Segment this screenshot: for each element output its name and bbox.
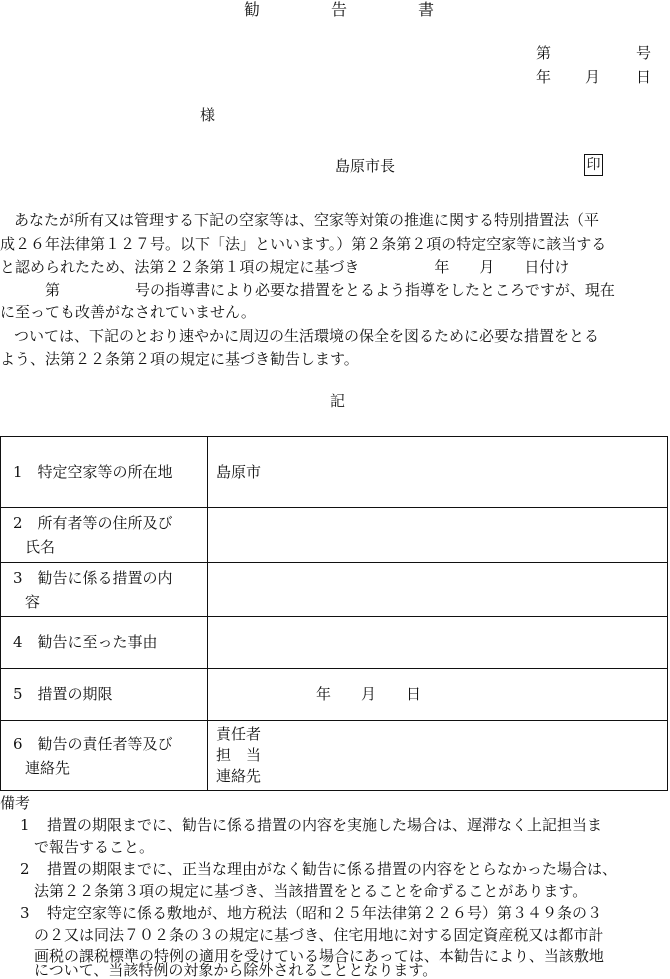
body-line-1: あなたが所有又は管理する下記の空家等は、空家等対策の推進に関する特別措置法（平 (14, 211, 600, 229)
table-label-cell (1, 721, 208, 791)
table-row (1, 617, 668, 669)
body-line-6: ついては、下記のとおり速やかに周辺の生活環境の保全を図るために必要な措置をとる (14, 327, 600, 345)
date-month-label: 月 (585, 68, 601, 86)
body-line-5: に至っても改善がなされていません。 (0, 303, 256, 321)
date-year-label: 年 (536, 68, 552, 86)
contact-info: 連絡先 (216, 767, 262, 785)
row-value: 島原市 (216, 462, 262, 481)
remarks-item-line: で報告すること。 (34, 838, 155, 856)
title-char-3: 書 (417, 0, 434, 19)
seal-box (584, 154, 603, 176)
body-line-7: よう、法第２２条第２項の規定に基づき勧告します。 (0, 350, 359, 368)
remarks-item-line: 画税の課税標準の特例の適用を受けている場合にあっては、本勧告により、当該敷地 (34, 947, 604, 965)
table-row (1, 669, 668, 721)
remarks-item-line: 措置の期限までに、正当な理由がなく勧告に係る措置の内容をとらなかった場合は、 (47, 860, 618, 878)
title-char-1: 勧 (244, 0, 261, 19)
row-label: 1 特定空家等の所在地 (13, 462, 173, 481)
remarks-item-line: の２又は同法７０２条の３の規定に基づき、住宅用地に対する固定資産税又は都市計 (34, 926, 604, 944)
contact-staff: 担 当 (216, 746, 262, 764)
table-value-cell (208, 721, 668, 791)
row-label-cont: 氏名 (25, 538, 56, 556)
date-day-label: 日 (636, 68, 652, 86)
table-value-cell (208, 617, 668, 669)
body-line-3: と認められたため、法第２２条第１項の規定に基づき 年 月 日付け (0, 258, 570, 276)
row-label: 6 勧告の責任者等及び (13, 734, 173, 753)
seal-mark: 印 (586, 157, 601, 173)
remarks-item-number: 2 (20, 860, 30, 878)
table-row (1, 563, 668, 617)
issuer-name: 島原市長 (335, 157, 396, 175)
body-line-4: 第 号の指導書により必要な措置をとるよう指導をしたところですが、現在 (0, 281, 615, 299)
table-row (1, 508, 668, 563)
row-label-cont: 容 (25, 592, 41, 611)
table-label-cell (1, 669, 208, 721)
remarks-heading: 備考 (0, 794, 31, 812)
table-value-cell (208, 563, 668, 617)
table-value-cell (208, 508, 668, 563)
detail-table (0, 436, 668, 791)
table-value-cell (208, 669, 668, 721)
remarks-item-number: 3 (20, 904, 30, 922)
remarks-item-line: 特定空家等に係る敷地が、地方税法（昭和２５年法律第２２６号）第３４９条の３ (47, 904, 603, 922)
row-label-cont: 連絡先 (25, 758, 71, 777)
table-row (1, 721, 668, 791)
row-label: 3 勧告に係る措置の内 (13, 568, 173, 587)
table-label-cell (1, 617, 208, 669)
row-label: 4 勧告に至った事由 (13, 633, 158, 651)
body-line-2: 成２６年法律第１２７号。以下「法」といいます。）第２条第２項の特定空家等に該当する (0, 235, 607, 253)
table-label-cell (1, 563, 208, 617)
document-title (244, 2, 434, 18)
title-char-2: 告 (330, 0, 347, 19)
row-label: 2 所有者等の住所及び (13, 514, 173, 532)
document-number-prefix: 第 (536, 44, 552, 62)
document-number-suffix: 号 (636, 44, 652, 62)
remarks-item-line: 措置の期限までに、勧告に係る措置の内容を実施した場合は、遅滞なく上記担当ま (47, 816, 603, 834)
remarks-item-number: 1 (20, 816, 30, 834)
contact-responsible: 責任者 (216, 725, 262, 743)
table-label-cell (1, 508, 208, 563)
table-value-cell (208, 437, 668, 508)
deadline-value: 年 月 日 (316, 685, 422, 703)
row-label: 5 措置の期限 (13, 685, 113, 703)
table-row (1, 437, 668, 508)
table-label-cell (1, 437, 208, 508)
addressee-suffix: 様 (200, 106, 216, 124)
ki-heading: 記 (330, 392, 346, 410)
remarks-item-line: 法第２２条第３項の規定に基づき、当該措置をとることを命ずることがあります。 (34, 882, 588, 900)
remarks-item-line: について、当該特例の対象から除外されることとなります。 (34, 961, 438, 979)
